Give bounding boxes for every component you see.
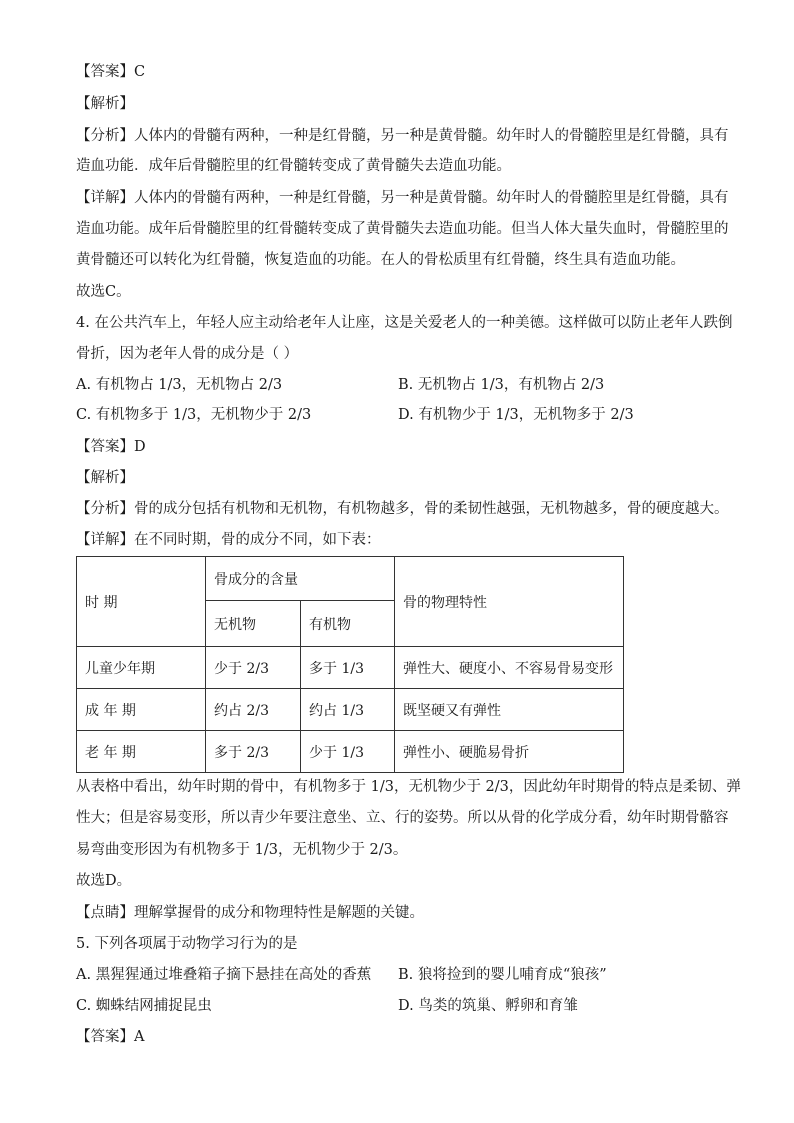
cell-period: 老 年 期 bbox=[77, 731, 206, 773]
question-5-stem: 5. 下列各项属于动物学习行为的是 bbox=[76, 936, 298, 952]
bone-composition-table bbox=[76, 556, 624, 773]
key-point-text: 【点睛】理解掌握骨的成分和物理特性是解题的关键。 bbox=[76, 905, 424, 921]
cell-inorganic: 约占 2/3 bbox=[206, 689, 301, 731]
option-c: C. 有机物多于 1/3，无机物少于 2/3 bbox=[76, 407, 312, 423]
explanation-text: 从表格中看出，幼年时期的骨中，有机物多于 1/3，无机物少于 2/3，因此幼年时期骨的特点是柔韧、弹 bbox=[76, 779, 741, 795]
question-4-stem: 4. 在公共汽车上，年轻人应主动给老年人让座，这是关爱老人的一种美德。这样做可以防止老年人跌倒 bbox=[76, 315, 733, 331]
option-c: C. 蜘蛛结网捕捉昆虫 bbox=[76, 998, 212, 1014]
choice-conclusion: 故选C。 bbox=[76, 284, 131, 300]
cell-property: 弹性小、硬脆易骨折 bbox=[395, 731, 624, 773]
analysis-label: 【解析】 bbox=[76, 470, 134, 486]
answer-label: 【答案】D bbox=[76, 439, 146, 455]
option-a: A. 黑猩猩通过堆叠箱子摘下悬挂在高处的香蕉 bbox=[76, 967, 372, 983]
cell-property: 弹性大、硬度小、不容易骨易变形 bbox=[395, 647, 624, 689]
explanation-text: 易弯曲变形因为有机物多于 1/3，无机物少于 2/3。 bbox=[76, 842, 408, 858]
option-d: D. 鸟类的筑巢、孵卵和育雏 bbox=[398, 998, 578, 1014]
cell-period: 儿童少年期 bbox=[77, 647, 206, 689]
analysis-text: 造血功能．成年后骨髓腔里的红骨髓转变成了黄骨髓失去造血功能。 bbox=[76, 158, 511, 174]
cell-property: 既坚硬又有弹性 bbox=[395, 689, 624, 731]
cell-inorganic: 多于 2/3 bbox=[206, 731, 301, 773]
answer-label: 【答案】C bbox=[76, 64, 146, 80]
option-b: B. 无机物占 1/3，有机物占 2/3 bbox=[398, 377, 605, 393]
header-content: 骨成分的含量 bbox=[206, 557, 395, 601]
header-inorganic: 无机物 bbox=[206, 601, 301, 647]
analysis-label: 【解析】 bbox=[76, 96, 134, 112]
table-row bbox=[77, 647, 624, 689]
question-4-stem: 骨折，因为老年人骨的成分是（ ） bbox=[76, 346, 299, 362]
option-b: B. 狼将捡到的婴儿哺育成“狼孩” bbox=[398, 967, 607, 983]
option-d: D. 有机物少于 1/3，无机物多于 2/3 bbox=[398, 407, 634, 423]
cell-organic: 约占 1/3 bbox=[301, 689, 395, 731]
cell-organic: 少于 1/3 bbox=[301, 731, 395, 773]
option-a: A. 有机物占 1/3，无机物占 2/3 bbox=[76, 377, 283, 393]
cell-inorganic: 少于 2/3 bbox=[206, 647, 301, 689]
header-organic: 有机物 bbox=[301, 601, 395, 647]
detail-text: 【详解】人体内的骨髓有两种，一种是红骨髓，另一种是黄骨髓。幼年时人的骨髓腔里是红骨髓，具有 bbox=[76, 190, 729, 206]
header-property: 骨的物理特性 bbox=[395, 557, 624, 647]
detail-text: 【详解】在不同时期，骨的成分不同，如下表： bbox=[76, 532, 381, 548]
header-period: 时 期 bbox=[77, 557, 206, 647]
explanation-text: 性大；但是容易变形，所以青少年要注意坐、立、行的姿势。所以从骨的化学成分看，幼年时期骨骼容 bbox=[76, 810, 729, 826]
detail-text: 造血功能。成年后骨髓腔里的红骨髓转变成了黄骨髓失去造血功能。但当人体大量失血时，骨髓腔里的 bbox=[76, 221, 729, 237]
cell-organic: 多于 1/3 bbox=[301, 647, 395, 689]
answer-label: 【答案】A bbox=[76, 1029, 145, 1045]
choice-conclusion: 故选D。 bbox=[76, 873, 132, 889]
cell-period: 成 年 期 bbox=[77, 689, 206, 731]
detail-text: 黄骨髓还可以转化为红骨髓，恢复造血的功能。在人的骨松质里有红骨髓，终生具有造血功能。 bbox=[76, 252, 685, 268]
analysis-text: 【分析】骨的成分包括有机物和无机物，有机物越多，骨的柔韧性越强，无机物越多，骨的硬度越大。 bbox=[76, 501, 729, 517]
analysis-text: 【分析】人体内的骨髓有两种，一种是红骨髓，另一种是黄骨髓。幼年时人的骨髓腔里是红骨髓，具有 bbox=[76, 128, 729, 144]
table-row bbox=[77, 689, 624, 731]
table-row bbox=[77, 731, 624, 773]
